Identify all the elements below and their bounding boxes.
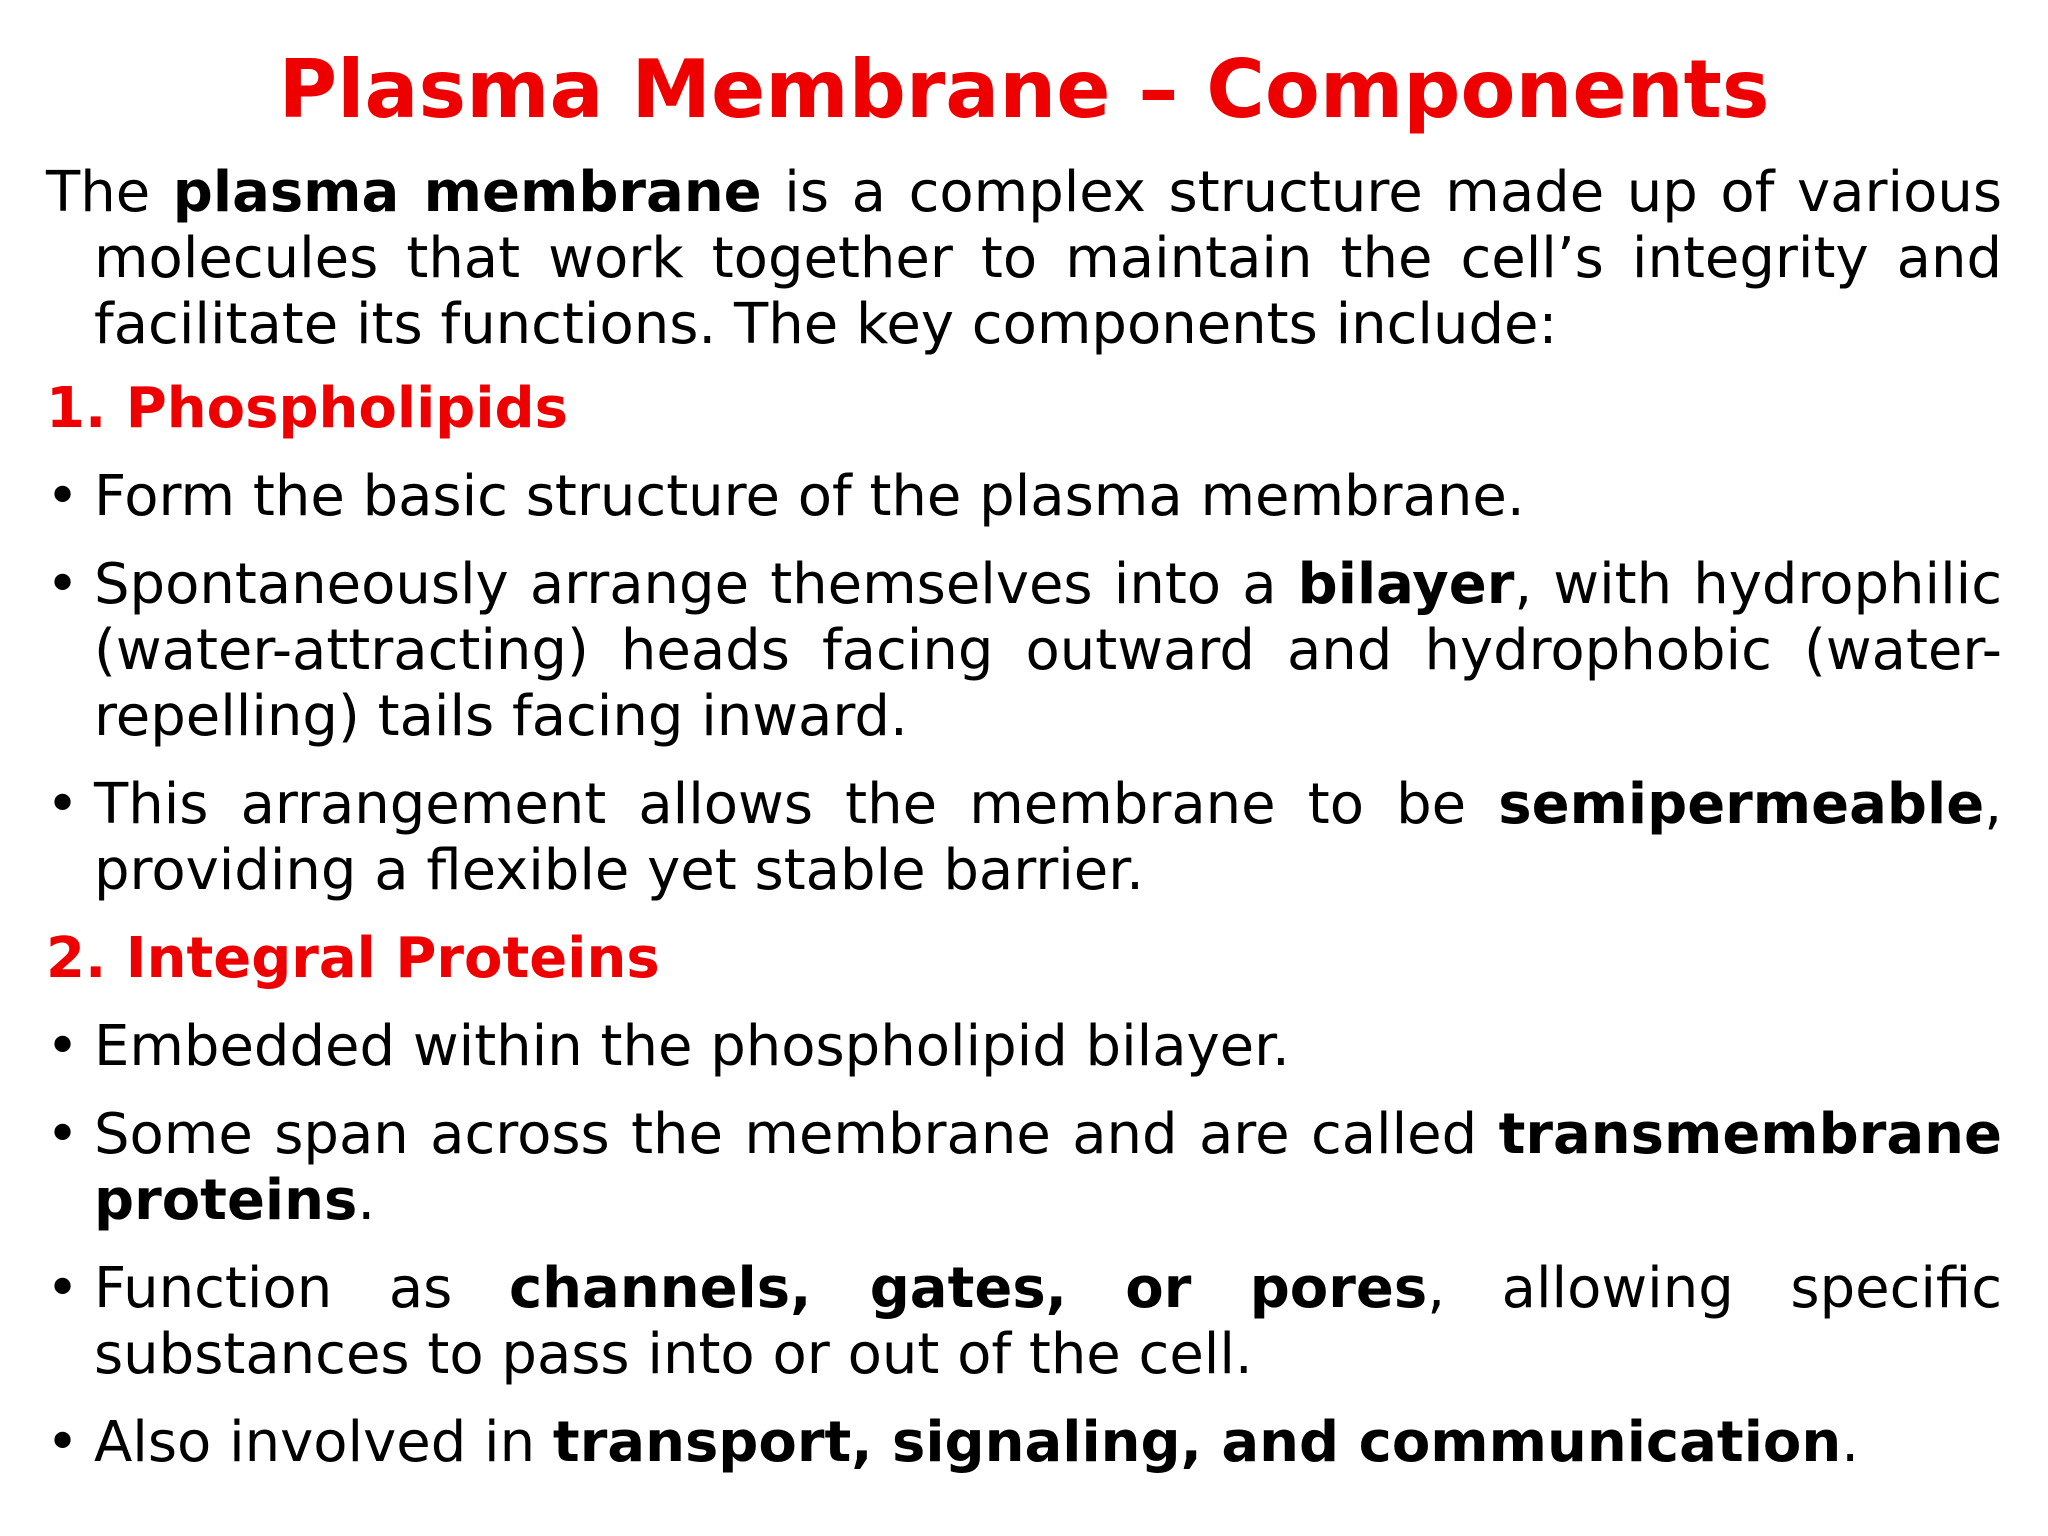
intro-text-post: is a complex structure made up of various molecules that work together to maintain the cell’s integrity and facilitate its functions. The key components include:	[94, 160, 2003, 357]
slide-title: Plasma Membrane – Components	[278, 43, 1770, 136]
bullet-text-post: , allowing specific substances to pass into or out of the cell.	[94, 1256, 2002, 1387]
bullet-glyph: •	[46, 552, 80, 617]
bullet-text-pre: Function as	[94, 1256, 509, 1321]
bullet-text-post: .	[1841, 1410, 1860, 1475]
bullet-glyph: •	[46, 1256, 80, 1321]
bullet-text-bold: channels, gates, or pores	[508, 1256, 1428, 1321]
bullet-glyph: •	[46, 464, 80, 529]
intro-text-pre: The	[46, 160, 173, 225]
bullet-text-pre: Also involved in	[94, 1410, 553, 1475]
bullet-text	[94, 772, 2002, 903]
bullet-text-pre: Spontaneously arrange themselves into a	[94, 552, 1298, 617]
bullet-text-pre: Form the basic structure of the plasma membrane.	[94, 464, 1525, 529]
bullet-text-post: .	[357, 1168, 376, 1233]
bullet-text-bold: transmembrane proteins	[94, 1102, 2002, 1233]
bullet-glyph: •	[46, 1102, 80, 1167]
bullet-glyph: •	[46, 772, 80, 837]
bullet-text	[94, 1102, 2002, 1233]
section-heading-integral-proteins: 2. Integral Proteins	[46, 926, 660, 991]
bullet-item	[46, 1410, 2002, 1476]
bullet-item	[46, 464, 2002, 530]
bullet-glyph: •	[46, 1014, 80, 1079]
bullet-glyph: •	[46, 1410, 80, 1475]
bullet-item	[46, 772, 2002, 904]
bullet-text-pre: Some span across the membrane and are called	[94, 1102, 1499, 1167]
intro-text-bold: plasma membrane	[172, 160, 762, 225]
bullet-text-bold: bilayer	[1297, 552, 1515, 617]
slide-content	[46, 160, 2002, 1498]
bullet-text-bold: transport, signaling, and communication	[552, 1410, 1842, 1475]
bullet-item	[46, 1256, 2002, 1388]
section-heading-phospholipids: 1. Phospholipids	[46, 376, 568, 441]
bullet-text	[94, 1014, 1290, 1079]
intro-paragraph	[46, 160, 2002, 358]
bullet-text-pre: Embedded within the phospholipid bilayer.	[94, 1014, 1290, 1079]
bullet-item	[46, 1102, 2002, 1234]
bullet-text-post: , providing a flexible yet stable barrier.	[94, 772, 2002, 903]
bullet-text-pre: This arrangement allows the membrane to be	[94, 772, 1499, 837]
bullet-text	[94, 464, 1525, 529]
bullet-text	[94, 552, 2002, 749]
bullet-text	[94, 1410, 1859, 1475]
bullet-text-bold: semipermeable	[1498, 772, 1985, 837]
bullet-list-phospholipids	[46, 464, 2002, 904]
bullet-list-integral-proteins	[46, 1014, 2002, 1476]
bullet-item	[46, 1014, 2002, 1080]
bullet-item	[46, 552, 2002, 750]
bullet-text	[94, 1256, 2002, 1387]
bullet-text-post: , with hydrophilic (water-attracting) heads facing outward and hydrophobic (water-repelling) tails facing inward.	[94, 552, 2002, 749]
